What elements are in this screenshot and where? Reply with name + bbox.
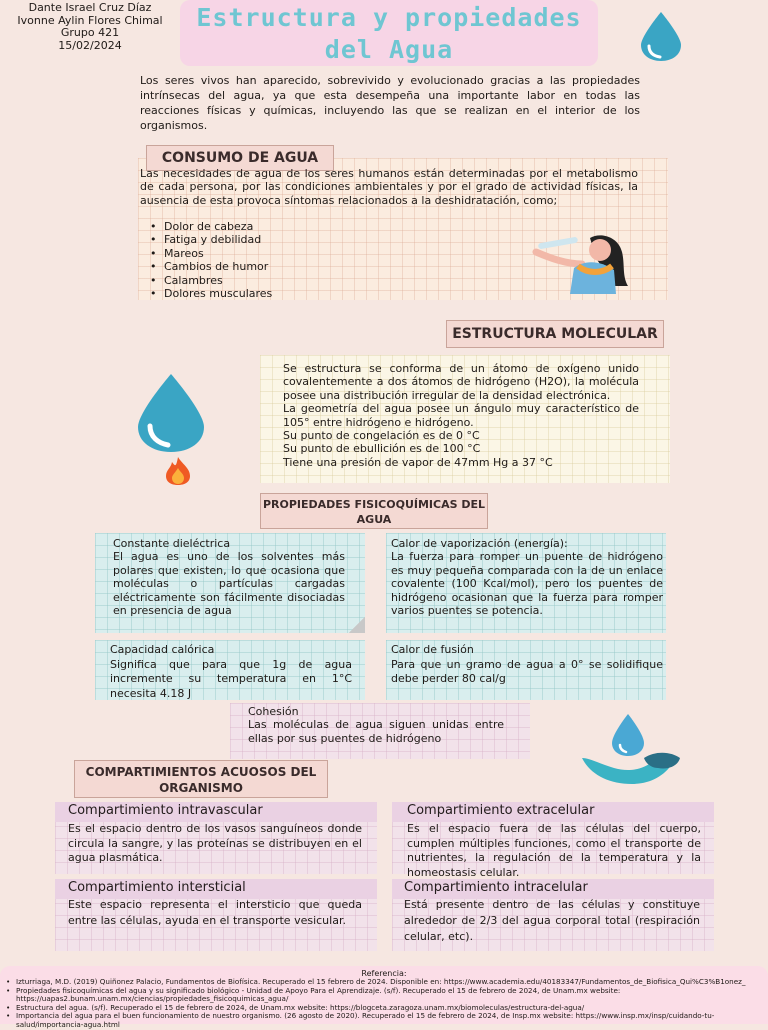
intracelular-text: Está presente dentro de las células y constituye alrededor de 2/3 del agua corporal total (respiración celular, etc). (404, 898, 700, 943)
estructura-p1: Se estructura se conforma de un átomo de oxígeno unido covalentemente a dos átomos de hidrógeno (H2O), la molécula posee una distribución irregular de la densidad electrónica. (283, 362, 639, 402)
vaporizacion-content (391, 537, 663, 617)
drinking-person-illustration (530, 230, 630, 294)
references-heading: Referencia: (361, 969, 407, 978)
list-item: • Fatiga y debilidad (140, 233, 400, 246)
list-item: • Dolores musculares (140, 287, 400, 300)
reference-text: Propiedades fisicoquímicas del agua y su significado biológico - Unidad de Apoyo Para el Aprendizaje. (s/f). Recuperado el 15 de febrero de 2024, de Unam.mx website: https://uapas2.bunam.unam.mx/ciencias/propiedades_fisicoquimicas_agua/ (16, 985, 621, 1004)
water-drop-icon (132, 372, 210, 454)
references-list (4, 978, 764, 1030)
intravascular-text: Es el espacio dentro de los vasos sanguíneos donde circula la sangre, y las proteínas se distribuyen en el agua plasmática. (68, 822, 362, 864)
propiedades-heading-line-1: PROPIEDADES FISICOQUÍMICAS DEL (262, 498, 486, 511)
calorica-title: Capacidad calórica (110, 643, 215, 656)
consumo-text: Las necesidades de agua de los seres humanos están determinadas por el metabolismo de cada persona, por las condiciones ambientales y por el grado de actividad físicas, la ausencia de esta provoca síntomas relacionados a la deshidratación, como; (140, 167, 638, 207)
compartimientos-heading (74, 760, 328, 798)
cohesion-content (248, 705, 504, 745)
water-drop-icon (636, 10, 686, 62)
reference-text: Izturriaga, M.D. (2019) Quiñonez Palacio, Fundamentos de Biofísica. Recuperado el 15 febrero de 2024. Disponible en: https://www.academia.edu/40183347/Fundamentos_de_Biofisica_Qui%C3%B1onez_ (16, 977, 746, 986)
date: 15/02/2024 (58, 38, 122, 52)
list-item: • Cambios de humor (140, 260, 400, 273)
reference-text: Estructura del agua. (s/f). Recuperado el 15 de febrero de 2024, de Unam.mx website: https://blogceta.zaragoza.unam.mx/biomoleculas/estructura-del-agua/ (16, 1002, 585, 1012)
author-block (0, 2, 180, 52)
calorica-text: Significa que para que 1g de agua incremente su temperatura en 1°C necesita 4.18 J (110, 657, 352, 700)
reference-item: • Estructura del agua. (s/f). Recuperado el 15 de febrero de 2024, de Unam.mx website: https://blogceta.zaragoza.unam.mx/biomoleculas/estructura-del-agua/ (6, 1002, 585, 1012)
author-1: Dante Israel Cruz Díaz (28, 1, 152, 14)
fusion-content (391, 643, 663, 687)
fusion-text: Para que un gramo de agua a 0° se solidifique debe perder 80 cal/g (391, 657, 663, 685)
hand-water-drop-icon (580, 712, 684, 788)
estructura-p4: Su punto de ebullición es de 100 °C (283, 442, 481, 456)
group: Grupo 421 (60, 26, 120, 39)
cohesion-text: Las moléculas de agua siguen unidas entre ellas por sus puentes de hidrógeno (248, 718, 504, 745)
estructura-p3: Su punto de congelación es de 0 °C (283, 429, 480, 443)
page-title (180, 2, 598, 66)
consumo-heading: CONSUMO DE AGUA (146, 145, 334, 171)
symptom-list (140, 220, 400, 300)
reference-item: • Izturriaga, M.D. (2019) Quiñonez Palacio, Fundamentos de Biofísica. Recuperado el 15 febrero de 2024. Disponible en: https://www.academia.edu/40183347/Fundamentos_de_Biofisica_Qui%C3%B1onez_ (6, 977, 746, 986)
fusion-title: Calor de fusión (391, 643, 474, 656)
list-item: • Dolor de cabeza (140, 220, 400, 233)
list-item: • Calambres (140, 274, 400, 287)
vaporizacion-title: Calor de vaporización (energía): (391, 537, 568, 550)
estructura-p5: Tiene una presión de vapor de 47mm Hg a 37 °C (283, 455, 553, 469)
title-line-1: Estructura y propiedades (196, 3, 582, 32)
reference-item: • Propiedades fisicoquímicas del agua y su significado biológico - Unidad de Apoyo Para el Aprendizaje. (s/f). Recuperado el 15 de febrero de 2024, de Unam.mx website: https://uapas2.bunam.unam.mx/ciencias/propiedades_fisicoquimicas_agua/ (6, 985, 621, 1004)
dielectrica-content (113, 537, 345, 617)
propiedades-heading (260, 493, 488, 529)
dielectrica-text: El agua es uno de los solventes más polares que existen, lo que ocasiona que moléculas o partículas cargadas eléctricamente son fácilmente disociadas en presencia de agua (113, 550, 345, 618)
title-line-2: del Agua (324, 35, 454, 64)
compartimientos-heading-line-1: COMPARTIMIENTOS ACUOSOS DEL (85, 765, 317, 779)
intracelular-title: Compartimiento intracelular (404, 880, 588, 895)
compartimientos-heading-line-2: ORGANISMO (159, 781, 243, 795)
intersticial-title: Compartimiento intersticial (68, 880, 246, 895)
reference-item: • Importancia del agua para el buen funcionamiento de nuestro organismo. (26 agosto de 2020). Recuperado el 15 de febrero de 2024, de Insp.mx website: https://www.insp.mx/insp/cuidando-tu-salud/importancia-agua.html (6, 1011, 715, 1029)
intro-text: Los seres vivos han aparecido, sobrevivido y evolucionado gracias a las propiedades intrínsecas del agua, ya que esta desempeña una importante labor en todas las reacciones físicas y químicas, incluyendo las que se realizan en el interior de los organismos. (140, 74, 640, 132)
cohesion-title: Cohesión (248, 705, 299, 718)
list-item: • Mareos (140, 247, 400, 260)
estructura-p2: La geometría del agua posee un ángulo muy característico de 105° entre hidrógeno e hidrógeno. (283, 402, 639, 429)
extracelular-text: Es el espacio fuera de las células del cuerpo, cumplen múltiples funciones, como el transporte de nutrientes, la regulación de la temperatura y la homeostasis celular. (407, 822, 701, 879)
vaporizacion-text: La fuerza para romper un puente de hidrógeno es muy pequeña comparada con la de un enlace covalente (100 Kcal/mol), pero los puentes de hidrógeno ocasionan que la fuerza para romper varios puentes se potencia. (391, 550, 663, 618)
intersticial-text: Este espacio representa el intersticio que queda entre las células, ayuda en el transporte vesicular. (68, 898, 362, 927)
dielectrica-title: Constante dieléctrica (113, 537, 231, 550)
estructura-text (283, 362, 639, 469)
estructura-heading: ESTRUCTURA MOLECULAR (446, 320, 664, 348)
reference-text: Importancia del agua para el buen funcionamiento de nuestro organismo. (26 agosto de 2020). Recuperado el 15 de febrero de 2024, de Insp.mx website: https://www.insp.mx/insp/cuidando-tu-salud/importancia-agua.html (16, 1011, 715, 1029)
extracelular-title: Compartimiento extracelular (407, 803, 595, 818)
calorica-content (110, 643, 352, 701)
intravascular-title: Compartimiento intravascular (68, 803, 263, 818)
author-2: Ivonne Aylin Flores Chimal (17, 13, 163, 27)
fire-icon (160, 456, 196, 486)
propiedades-heading-line-2: AGUA (356, 513, 392, 526)
